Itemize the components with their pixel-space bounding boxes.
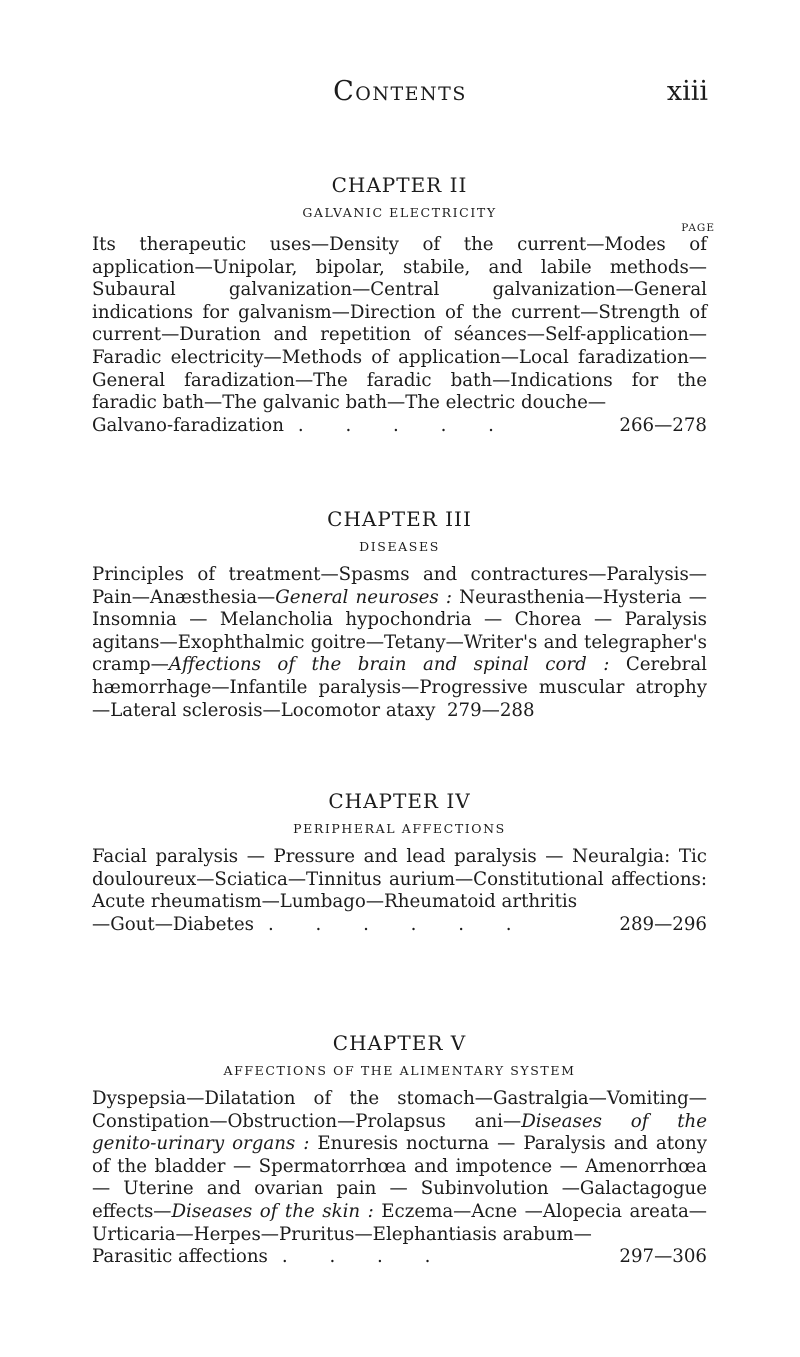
summary-last-line	[92, 1246, 707, 1269]
section-heading-italic: Diseases of the genito-urinary organs :	[92, 1110, 707, 1155]
chapter-subtitle: DISEASES	[359, 539, 440, 554]
chapter-title: CHAPTER II	[331, 173, 468, 197]
chapter-title: CHAPTER V	[332, 1031, 467, 1055]
summary-last-text: Parasitic affections	[92, 1246, 268, 1268]
chapter-summary: Principles of treatment—Spasms and contractures—Paralysis—Pain—Anæsthesia—General neuroses : Neurasthenia—Hysteria — Insomnia — Melancholia hypochondria — Chorea — Paralysis agitans—Exophthalmic goitre—Tetany—Writer's and telegrapher's cramp—Affections of the brain and spinal cord : Cerebral hæmorrhage—Infantile paralysis—Progressive muscular atrophy—Lateral sclerosis—Locomotor ataxy 279—288	[92, 564, 707, 721]
leader-dots: . . . . .	[297, 414, 512, 436]
chapter-summary: Facial paralysis — Pressure and lead paralysis — Neuralgia: Tic douloureux—Sciatica—Tinnitus aurium—Constitutional affections: Acute rheumatism—Lumbago—Rheumatoid arthritis	[92, 846, 707, 913]
chapter-3	[92, 506, 707, 722]
section-heading-italic: Affections of the brain and spinal cord :	[168, 654, 610, 676]
page-header	[0, 76, 800, 116]
leader-dots: . . . .	[281, 1246, 449, 1268]
page-title: Contents	[333, 76, 467, 107]
page-range: 297—306	[619, 1246, 707, 1268]
chapter-subtitle: GALVANIC ELECTRICITY	[302, 205, 497, 220]
section-heading-italic: Diseases of the skin :	[171, 1200, 374, 1222]
summary-last-text: Galvano-faradization	[92, 414, 284, 436]
chapter-2	[92, 172, 715, 437]
chapter-title: CHAPTER III	[327, 507, 472, 531]
chapter-summary: Dyspepsia—Dilatation of the stomach—Gastralgia—Vomiting—Constipation—Obstruction—Prolapsus ani—Diseases of the genito-urinary organs : Enuresis nocturna — Paralysis and atony of the bladder — Spermatorrhœa and impotence — Amenorrhœa — Uterine and ovarian pain — Subinvolution —Galactagogue effects—Diseases of the skin : Eczema—Acne —Alopecia areata—Urticaria—Herpes—Pruritus—Elephantiasis arabum—	[92, 1088, 707, 1245]
page-range: 266—278	[619, 414, 707, 436]
chapter-summary: Its therapeutic uses—Density of the current—Modes of application—Unipolar, bipolar, stabile, and labile methods—Subaural galvanization—Central galvanization—General indications for galvanism—Direction of the current—Strength of current—Duration and repetition of séances—Self-application—Faradic electricity—Methods of application—Local faradization—General faradization—The faradic bath—Indications for the faradic bath—The galvanic bath—The electric douche—	[92, 234, 707, 414]
page-column-label: PAGE	[681, 222, 715, 234]
chapter-4	[92, 788, 707, 936]
chapter-subtitle: PERIPHERAL AFFECTIONS	[293, 821, 506, 836]
chapter-subtitle: AFFECTIONS OF THE ALIMENTARY SYSTEM	[223, 1063, 576, 1078]
page-range: 289—296	[619, 913, 707, 935]
summary-last-text: —Gout—Diabetes	[92, 913, 254, 935]
chapter-5	[92, 1030, 707, 1269]
leader-dots: . . . . . .	[267, 913, 530, 935]
summary-last-line	[92, 415, 707, 438]
chapter-title: CHAPTER IV	[328, 789, 471, 813]
page-number: xiii	[666, 76, 708, 107]
summary-last-line	[92, 914, 707, 937]
page-range: 279—288	[446, 699, 535, 721]
section-heading-italic: General neuroses :	[275, 586, 453, 608]
